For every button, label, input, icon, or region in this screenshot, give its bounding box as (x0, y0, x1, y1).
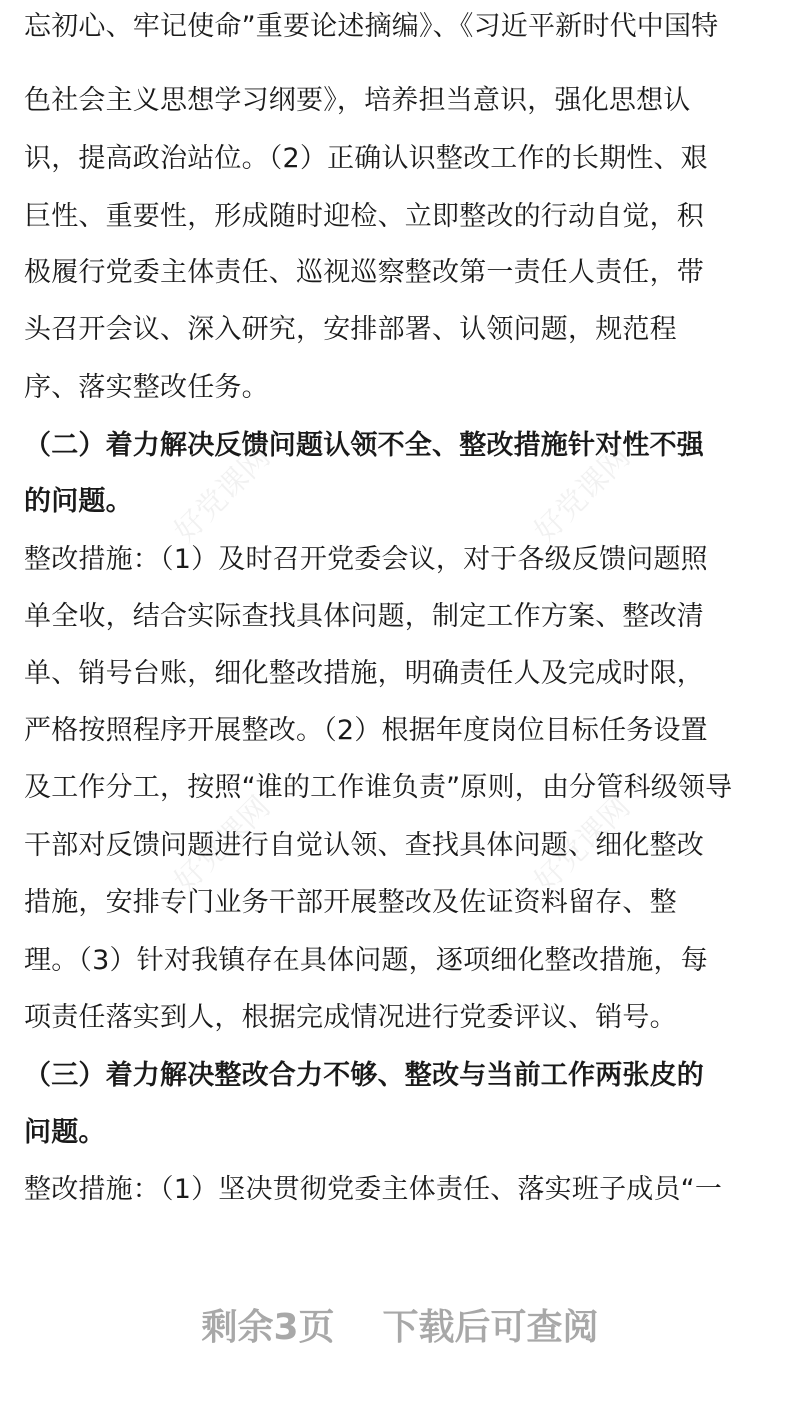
text-line: 忘初心、牢记使命”重要论述摘编》、《习近平新时代中国特 (24, 11, 719, 42)
text-line: 极履行党委主体责任、巡视巡察整改第一责任人责任，带 (24, 257, 704, 288)
text-line: 单全收，结合实际查找具体问题，制定工作方案、整改清 (24, 601, 704, 632)
remaining-pages-label: 剩余3页 (201, 1307, 335, 1348)
text-line: 巨性、重要性，形成随时迎检、立即整改的行动自觉，积 (24, 201, 704, 232)
text-line: 头召开会议、深入研究，安排部署、认领问题，规范程 (24, 314, 677, 345)
text-line: 单、销号台账，细化整改措施，明确责任人及完成时限， (24, 658, 704, 689)
section-heading: （三）着力解决整改合力不够、整改与当前工作两张皮的 (24, 1060, 704, 1091)
watermark: 好党课网 (527, 439, 638, 550)
text-line: 序、落实整改任务。 (24, 372, 269, 403)
text-line: 严格按照程序开展整改。（2）根据年度岗位目标任务设置 (24, 715, 708, 746)
watermark: 好党课网 (527, 789, 638, 900)
text-line: 措施，安排专门业务干部开展整改及佐证资料留存、整 (24, 887, 677, 918)
watermark: 好党课网 (167, 789, 278, 900)
section-heading-cont: 的问题。 (24, 486, 133, 517)
section-heading: （二）着力解决反馈问题认领不全、整改措施针对性不强 (24, 430, 704, 461)
watermark: 好党课网 (167, 439, 278, 550)
text-line: 干部对反馈问题进行自觉认领、查找具体问题、细化整改 (24, 830, 704, 861)
download-prompt-label: 下载后可查阅 (382, 1307, 599, 1348)
text-line: 及工作分工，按照“谁的工作谁负责”原则，由分管科级领导 (24, 772, 733, 803)
text-line: 项责任落实到人，根据完成情况进行党委评议、销号。 (24, 1002, 677, 1033)
text-line: 整改措施：（1）及时召开党委会议，对于各级反馈问题照 (24, 544, 708, 575)
text-line: 整改措施：（1）坚决贯彻党委主体责任、落实班子成员“一 (24, 1174, 723, 1205)
text-line: 识，提高政治站位。（2）正确认识整改工作的长期性、艰 (24, 143, 708, 174)
download-banner[interactable] (0, 1300, 800, 1356)
text-line: 理。（3）针对我镇存在具体问题，逐项细化整改措施，每 (24, 945, 708, 976)
section-heading-cont: 问题。 (24, 1117, 106, 1148)
text-line: 色社会主义思想学习纲要》，培养担当意识，强化思想认 (24, 85, 691, 116)
